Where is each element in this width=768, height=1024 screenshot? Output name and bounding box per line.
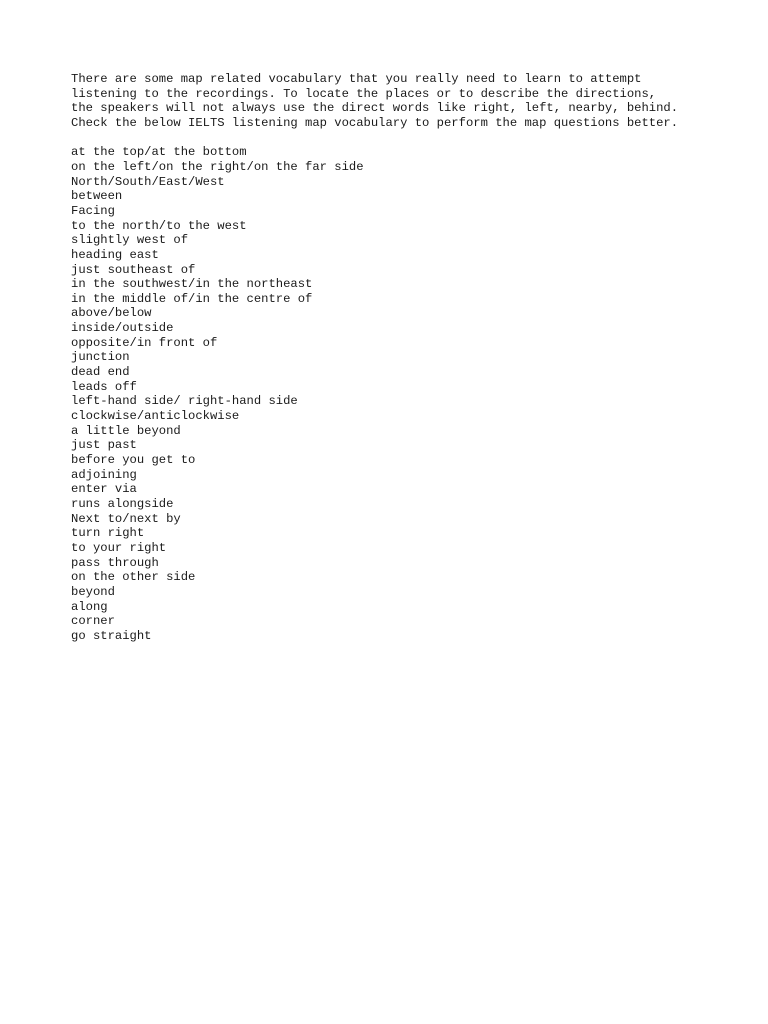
vocabulary-item: opposite/in front of (71, 335, 218, 350)
vocabulary-item: enter via (71, 482, 137, 497)
vocabulary-item: runs alongside (71, 497, 174, 512)
vocabulary-item: to the north/to the west (71, 218, 247, 233)
vocabulary-item: along (71, 599, 108, 614)
intro-line: Check the below IELTS listening map vocabulary to perform the map questions better. (71, 115, 679, 130)
vocabulary-list (71, 145, 731, 643)
intro-line: listening to the recordings. To locate the places or to describe the directions, (71, 86, 657, 101)
vocabulary-item: at the top/at the bottom (71, 145, 247, 160)
vocabulary-item: in the middle of/in the centre of (71, 291, 313, 306)
vocabulary-item: corner (71, 614, 115, 629)
vocabulary-item: above/below (71, 306, 152, 321)
vocabulary-item: Next to/next by (71, 511, 181, 526)
vocabulary-item: before you get to (71, 453, 196, 468)
document-page (71, 72, 731, 644)
vocabulary-item: just past (71, 438, 137, 453)
intro-line: the speakers will not always use the direct words like right, left, nearby, behind. (71, 101, 679, 116)
vocabulary-item: between (71, 189, 123, 204)
vocabulary-item: just southeast of (71, 262, 196, 277)
vocabulary-item: clockwise/anticlockwise (71, 409, 240, 424)
vocabulary-item: slightly west of (71, 233, 189, 248)
vocabulary-item: on the left/on the right/on the far side (71, 159, 364, 174)
vocabulary-item: North/South/East/West (71, 174, 225, 189)
vocabulary-item: junction (71, 350, 130, 365)
vocabulary-item: beyond (71, 584, 115, 599)
intro-line: There are some map related vocabulary that you really need to learn to attempt (71, 72, 642, 86)
intro-paragraph (71, 72, 731, 131)
vocabulary-item: dead end (71, 365, 130, 380)
vocabulary-item: go straight (71, 628, 152, 643)
vocabulary-item: a little beyond (71, 423, 181, 438)
vocabulary-item: leads off (71, 379, 137, 394)
vocabulary-item: Facing (71, 203, 115, 218)
vocabulary-item: left-hand side/ right-hand side (71, 394, 298, 409)
vocabulary-item: in the southwest/in the northeast (71, 277, 313, 292)
vocabulary-item: turn right (71, 526, 145, 541)
vocabulary-item: inside/outside (71, 321, 174, 336)
vocabulary-item: pass through (71, 555, 159, 570)
vocabulary-item: on the other side (71, 570, 196, 585)
vocabulary-item: to your right (71, 540, 167, 555)
vocabulary-item: adjoining (71, 467, 137, 482)
vocabulary-item: heading east (71, 247, 159, 262)
